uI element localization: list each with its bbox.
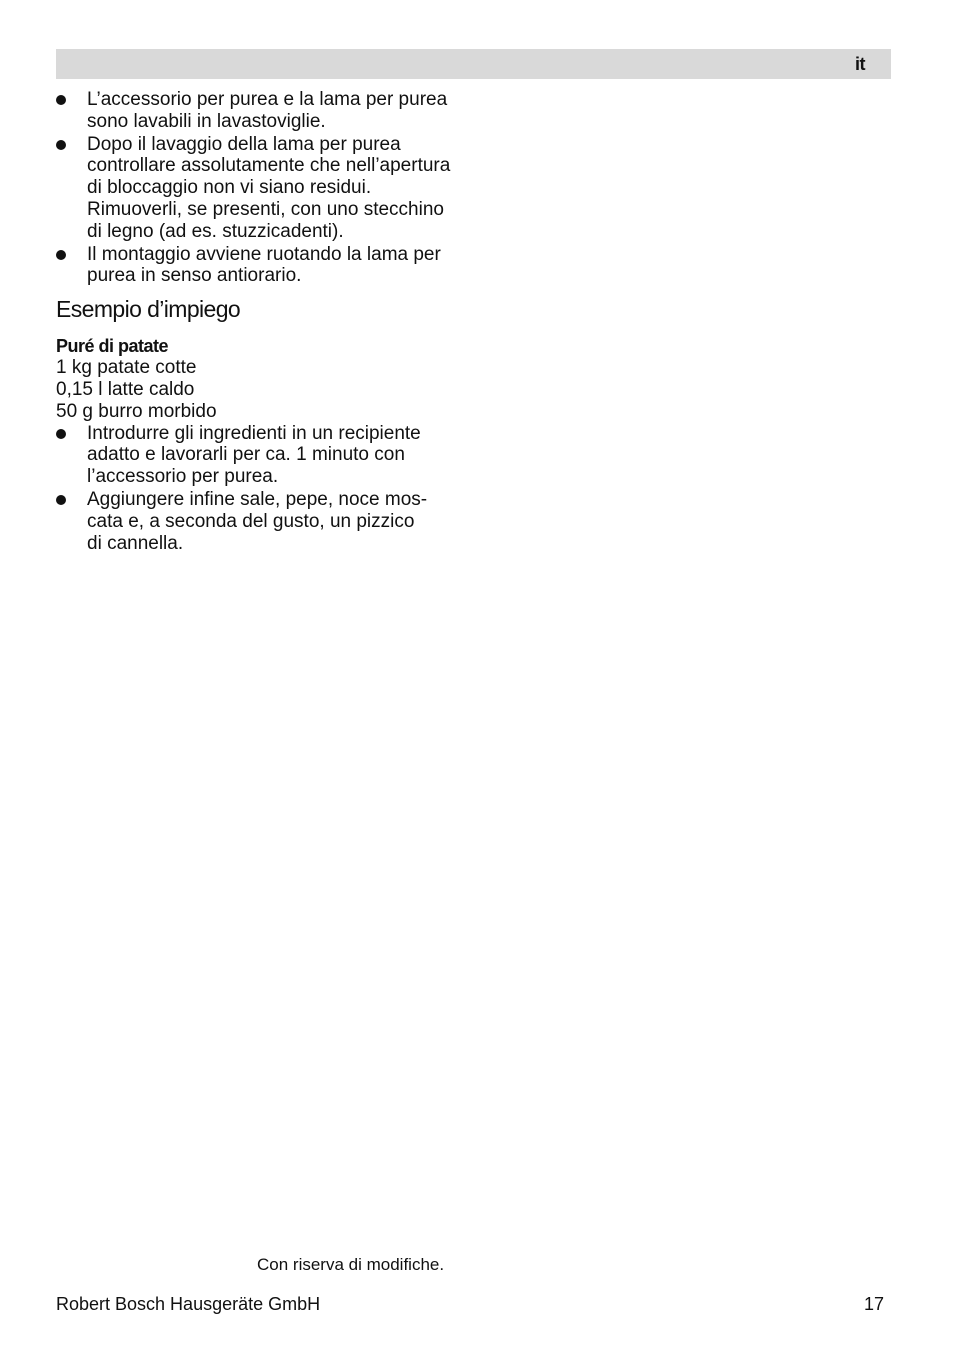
bullet-icon xyxy=(56,140,66,150)
bullet-icon xyxy=(56,495,66,505)
bullet-icon xyxy=(56,250,66,260)
ingredient-item: 1 kg patate cotte xyxy=(56,357,197,379)
section-title: Esempio d’impiego xyxy=(56,296,241,323)
list-item xyxy=(56,423,466,488)
list-item xyxy=(56,244,466,288)
ingredient-item: 0,15 l latte caldo xyxy=(56,378,195,400)
content-column xyxy=(56,89,466,555)
footer-note: Con riserva di modifiche. xyxy=(257,1255,445,1274)
ingredients-list xyxy=(56,357,466,422)
list-item xyxy=(56,89,466,133)
bullet-icon xyxy=(56,429,66,439)
list-item-text: Aggiungere infine sale, pepe, noce mos- cata e, a seconda del gusto, un pizzico di cannella. xyxy=(87,488,428,554)
bullet-icon xyxy=(56,95,66,105)
header-bar xyxy=(56,49,891,79)
list-item xyxy=(56,489,466,554)
list-item xyxy=(56,134,466,243)
recipe-steps-list xyxy=(56,423,466,555)
language-code: it xyxy=(855,54,865,74)
list-item-text: Introdurre gli ingredienti in un recipiente adatto e lavorarli per ca. 1 minuto con l’accessorio per purea. xyxy=(87,422,421,488)
footer-company: Robert Bosch Hausgeräte GmbH xyxy=(56,1294,321,1314)
list-item-text: Il montaggio avviene ruotando la lama per purea in senso antiorario. xyxy=(87,243,441,287)
ingredient-item: 50 g burro morbido xyxy=(56,400,217,422)
care-instructions-list xyxy=(56,89,466,287)
list-item-text: Dopo il lavaggio della lama per purea controllare assolutamente che nell’apertura di bloccaggio non vi siano residui. Rimuoverli, se presenti, con uno stecchino di legno (ad es. stuzzicadenti). xyxy=(87,133,451,242)
page-number: 17 xyxy=(863,1294,884,1314)
recipe-title: Puré di patate xyxy=(56,336,169,357)
list-item-text: L’accessorio per purea e la lama per purea sono lavabili in lavastoviglie. xyxy=(87,89,448,132)
